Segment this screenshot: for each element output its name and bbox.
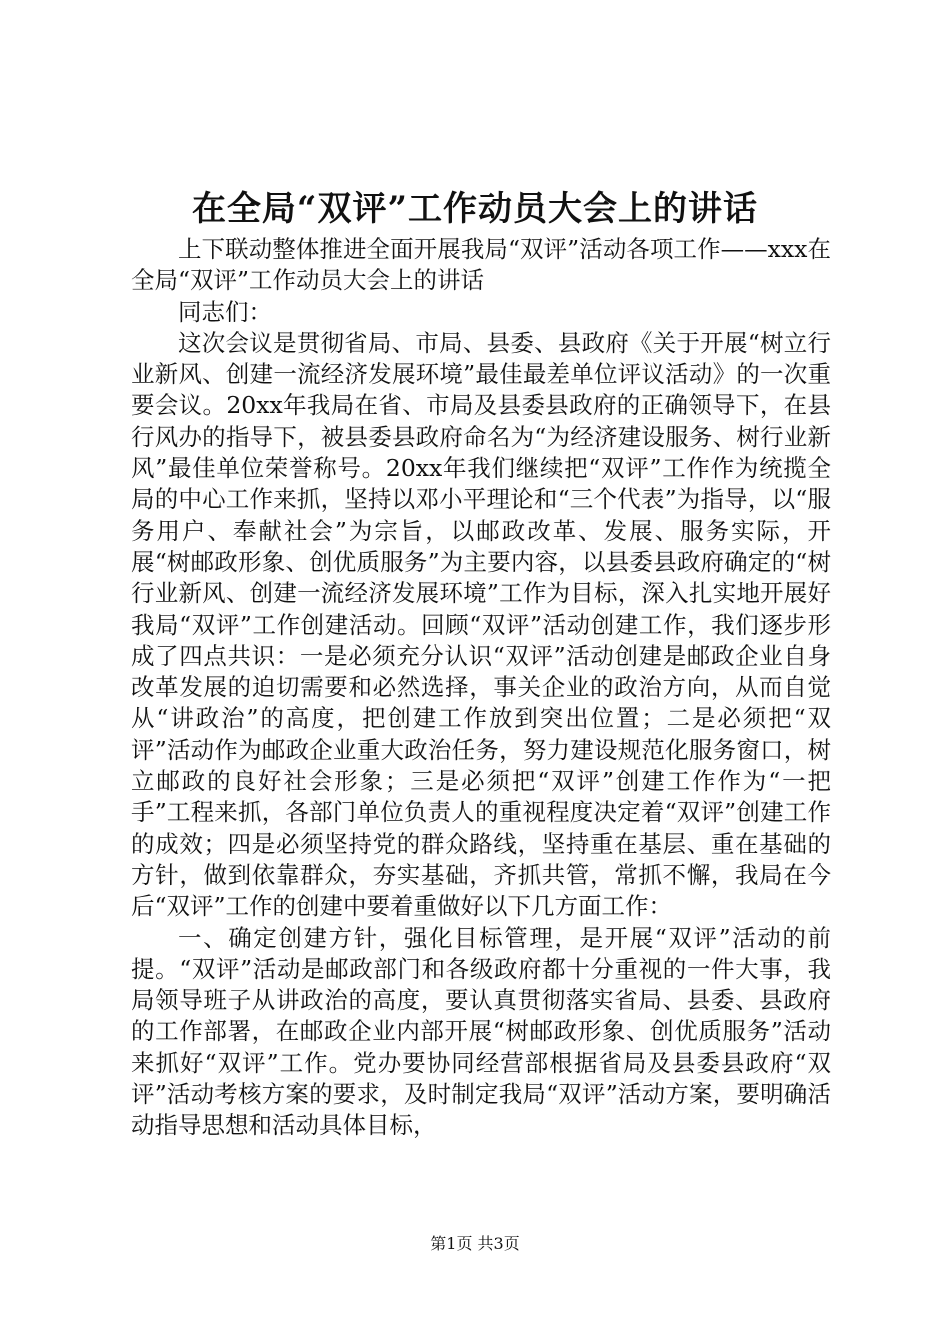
document-title: 在全局“双评”工作动员大会上的讲话	[191, 189, 759, 229]
salutation: 同志们：	[178, 297, 272, 326]
body-paragraph-2: 一、确定创建方针，强化目标管理，是开展“双评”活动的前提。“双评”活动是邮政部门和各级政府都十分重视的一件大事，我局领导班子从讲政治的高度，要认真贯彻落实省局、县委、县政府的工作部署，在邮政企业内部开展“树邮政形象、创优质服务”活动来抓好“双评”工作。党办要协同经营部根据省局及县委县政府“双评”活动考核方案的要求，及时制定我局“双评”活动方案，要明确活动指导思想和活动具体目标，	[131, 923, 831, 1140]
subtitle-paragraph: 上下联动整体推进全面开展我局“双评”活动各项工作——xxx在全局“双评”工作动员大会上的讲话	[131, 235, 831, 295]
page-footer: 第1页 共3页	[430, 1234, 520, 1253]
body-paragraph-1: 这次会议是贯彻省局、市局、县委、县政府《关于开展“树立行业新风、创建一流经济发展环境”最佳最差单位评议活动》的一次重要会议。20xx年我局在省、市局及县委县政府的正确领导下，在县行风办的指导下，被县委县政府命名为“为经济建设服务、树行业新风”最佳单位荣誉称号。20xx年我们继续把“双评”工作作为统揽全局的中心工作来抓，坚持以邓小平理论和“三个代表”为指导，以“服务用户、奉献社会”为宗旨，以邮政改革、发展、服务实际，开展“树邮政形象、创优质服务”为主要内容，以县委县政府确定的“树行业新风、创建一流经济发展环境”工作为目标，深入扎实地开展好我局“双评”工作创建活动。回顾“双评”活动创建工作，我们逐步形成了四点共识：一是必须充分认识“双评”活动创建是邮政企业自身改革发展的迫切需要和必然选择，事关企业的政治方向，从而自觉从“讲政治”的高度，把创建工作放到突出位置；二是必须把“双评”活动作为邮政企业重大政治任务，努力建设规范化服务窗口，树立邮政的良好社会形象；三是必须把“双评”创建工作作为“一把手”工程来抓，各部门单位负责人的重视程度决定着“双评”创建工作的成效；四是必须坚持党的群众路线，坚持重在基层、重在基础的方针，做到依靠群众，夯实基础，齐抓共管，常抓不懈，我局在今后“双评”工作的创建中要着重做好以下几方面工作：	[131, 328, 831, 921]
document-body	[131, 234, 831, 1142]
